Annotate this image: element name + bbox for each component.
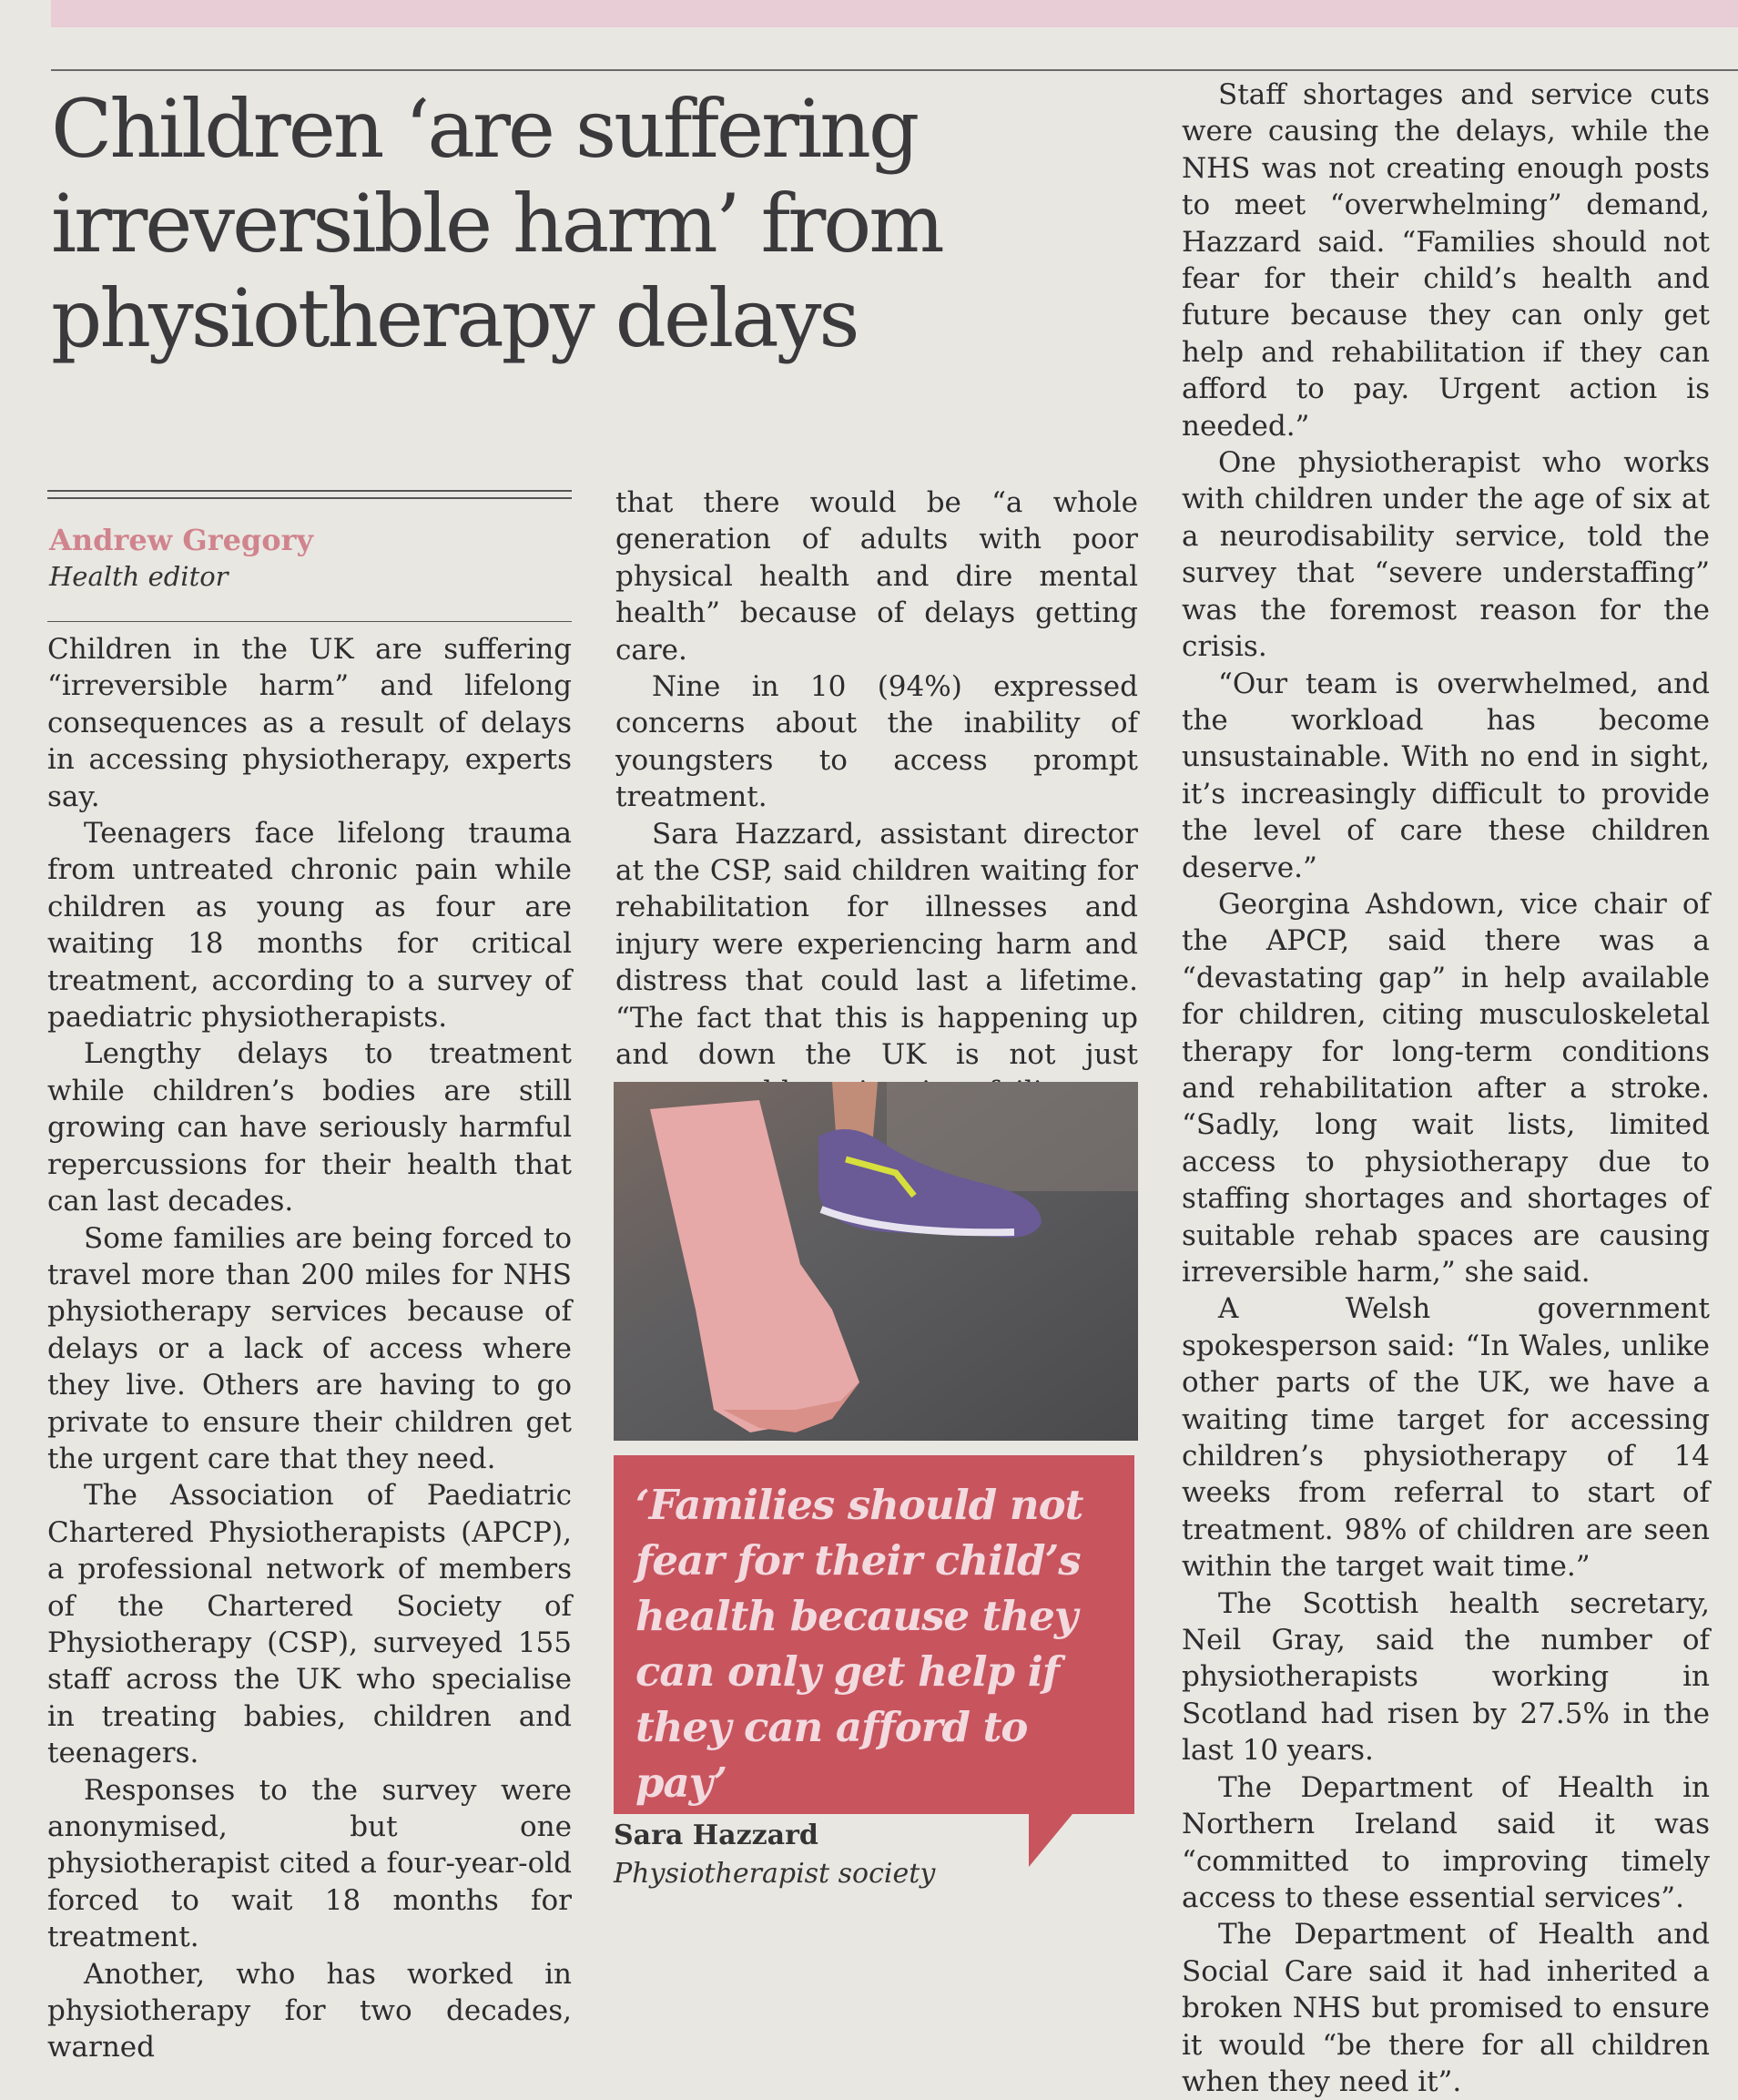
paragraph: Some families are being forced to travel more than 200 miles for NHS physiotherapy services because of delays or a lack of access where they live. Others are having to go private to ensure their children get the urgent care that they need. [47,1221,572,1475]
byline-rule [47,497,572,499]
byline-rule [47,490,572,492]
photo-illustration [614,1082,1138,1441]
column-3 [1182,76,1710,2100]
paragraph: that there would be “a whole generation of adults with poor physical health and dire mental health” because of delays getting care. [615,486,1138,667]
column-1 [47,631,572,2066]
paragraph: Staff shortages and service cuts were causing the delays, while the NHS was not creating enough posts to meet “overwhelming” demand, Hazzard said. “Families should not fear for their child’s health and future because they can only get help and rehabilitation if they can afford to pay. Urgent action is needed.” [1182,78,1710,443]
author-name: Andrew Gregory [49,523,314,557]
headline: Children ‘are suffering irreversible harm’ from physiotherapy delays [51,82,942,365]
author-role: Health editor [49,561,229,592]
paragraph: Responses to the survey were anonymised, but one physiotherapist cited a four-year-old forced to wait 18 months for treatment. [47,1773,572,1954]
pull-quote-tail [1029,1814,1072,1867]
paragraph: Georgina Ashdown, vice chair of the APCP, said there was a “devastating gap” in help available for children, citing musculoskeletal therapy for long-term conditions and rehabilitation after a stroke. “Sadly, long wait lists, limited access to physiotherapy due to staffing shortages and shortages of suitable rehab spaces are causing irreversible harm,” she said. [1182,887,1710,1289]
pull-quote-role: Physiotherapist society [614,1858,936,1890]
article-photo [614,1082,1138,1441]
paragraph: Another, who has worked in physiotherapy for two decades, warned [47,1957,572,2064]
paragraph: A Welsh government spokesperson said: “In Wales, unlike other parts of the UK, we have a waiting time target for accessing children’s physiotherapy of 14 weeks from referral to start of treatment. 98% of children are seen within the target wait time.” [1182,1292,1710,1584]
column-2 [615,484,1138,1147]
byline-rule [47,621,572,622]
pull-quote-text: ‘Families should not fear for their child’s health because they can only get help if they can afford to pay’ [635,1481,1083,1807]
paragraph: One physiotherapist who works with children under the age of six at a neurodisability service, told the survey that “severe understaffing” was the foremost reason for the crisis. [1182,446,1710,664]
paragraph: Sara Hazzard, assistant director at the CSP, said children waiting for rehabilitation for illnesses and injury were experiencing harm and distress that could last a lifetime. “The fact that this is happening up and down the UK is not just [615,817,1138,1072]
paragraph: The Department of Health and Social Care said it had inherited a broken NHS but promised to ensure it would “be there for all children when they need it”. [1182,1918,1710,2098]
paragraph: The Scottish health secretary, Neil Gray, said the number of physiotherapists working in Scotland had risen by 27.5% in the last 10 years. [1182,1586,1710,1768]
pull-quote [614,1455,1134,1814]
paragraph: The Association of Paediatric Chartered Physiotherapists (APCP), a professional network of members of the Chartered Society of Physiotherapy (CSP), surveyed 155 staff across the UK who specialise in treating babies, children and teenagers. [47,1479,572,1770]
paragraph: Children in the UK are suffering “irreversible harm” and lifelong consequences as a result of delays in accessing physiotherapy, experts say. [47,633,572,813]
pull-quote-author: Sara Hazzard [614,1820,818,1851]
paragraph: The Department of Health in Northern Ireland said it was “committed to improving timely access to these essential services”. [1182,1770,1710,1914]
paragraph: Lengthy delays to treatment while children’s bodies are still growing can have seriously harmful repercussions for their health that can last decades. [47,1037,572,1218]
paragraph: Nine in 10 (94%) expressed concerns about the inability of youngsters to access prompt treatment. [615,670,1138,814]
paragraph: “Our team is overwhelmed, and the workload has become unsustainable. With no end in sight, it’s increasingly difficult to provide the level of care these children deserve.” [1182,667,1710,884]
top-color-band [51,0,1738,27]
top-rule [51,69,1738,71]
paragraph: Teenagers face lifelong trauma from untreated chronic pain while children as young as four are waiting 18 months for critical treatment, according to a survey of paediatric physiotherapists. [47,817,572,1035]
